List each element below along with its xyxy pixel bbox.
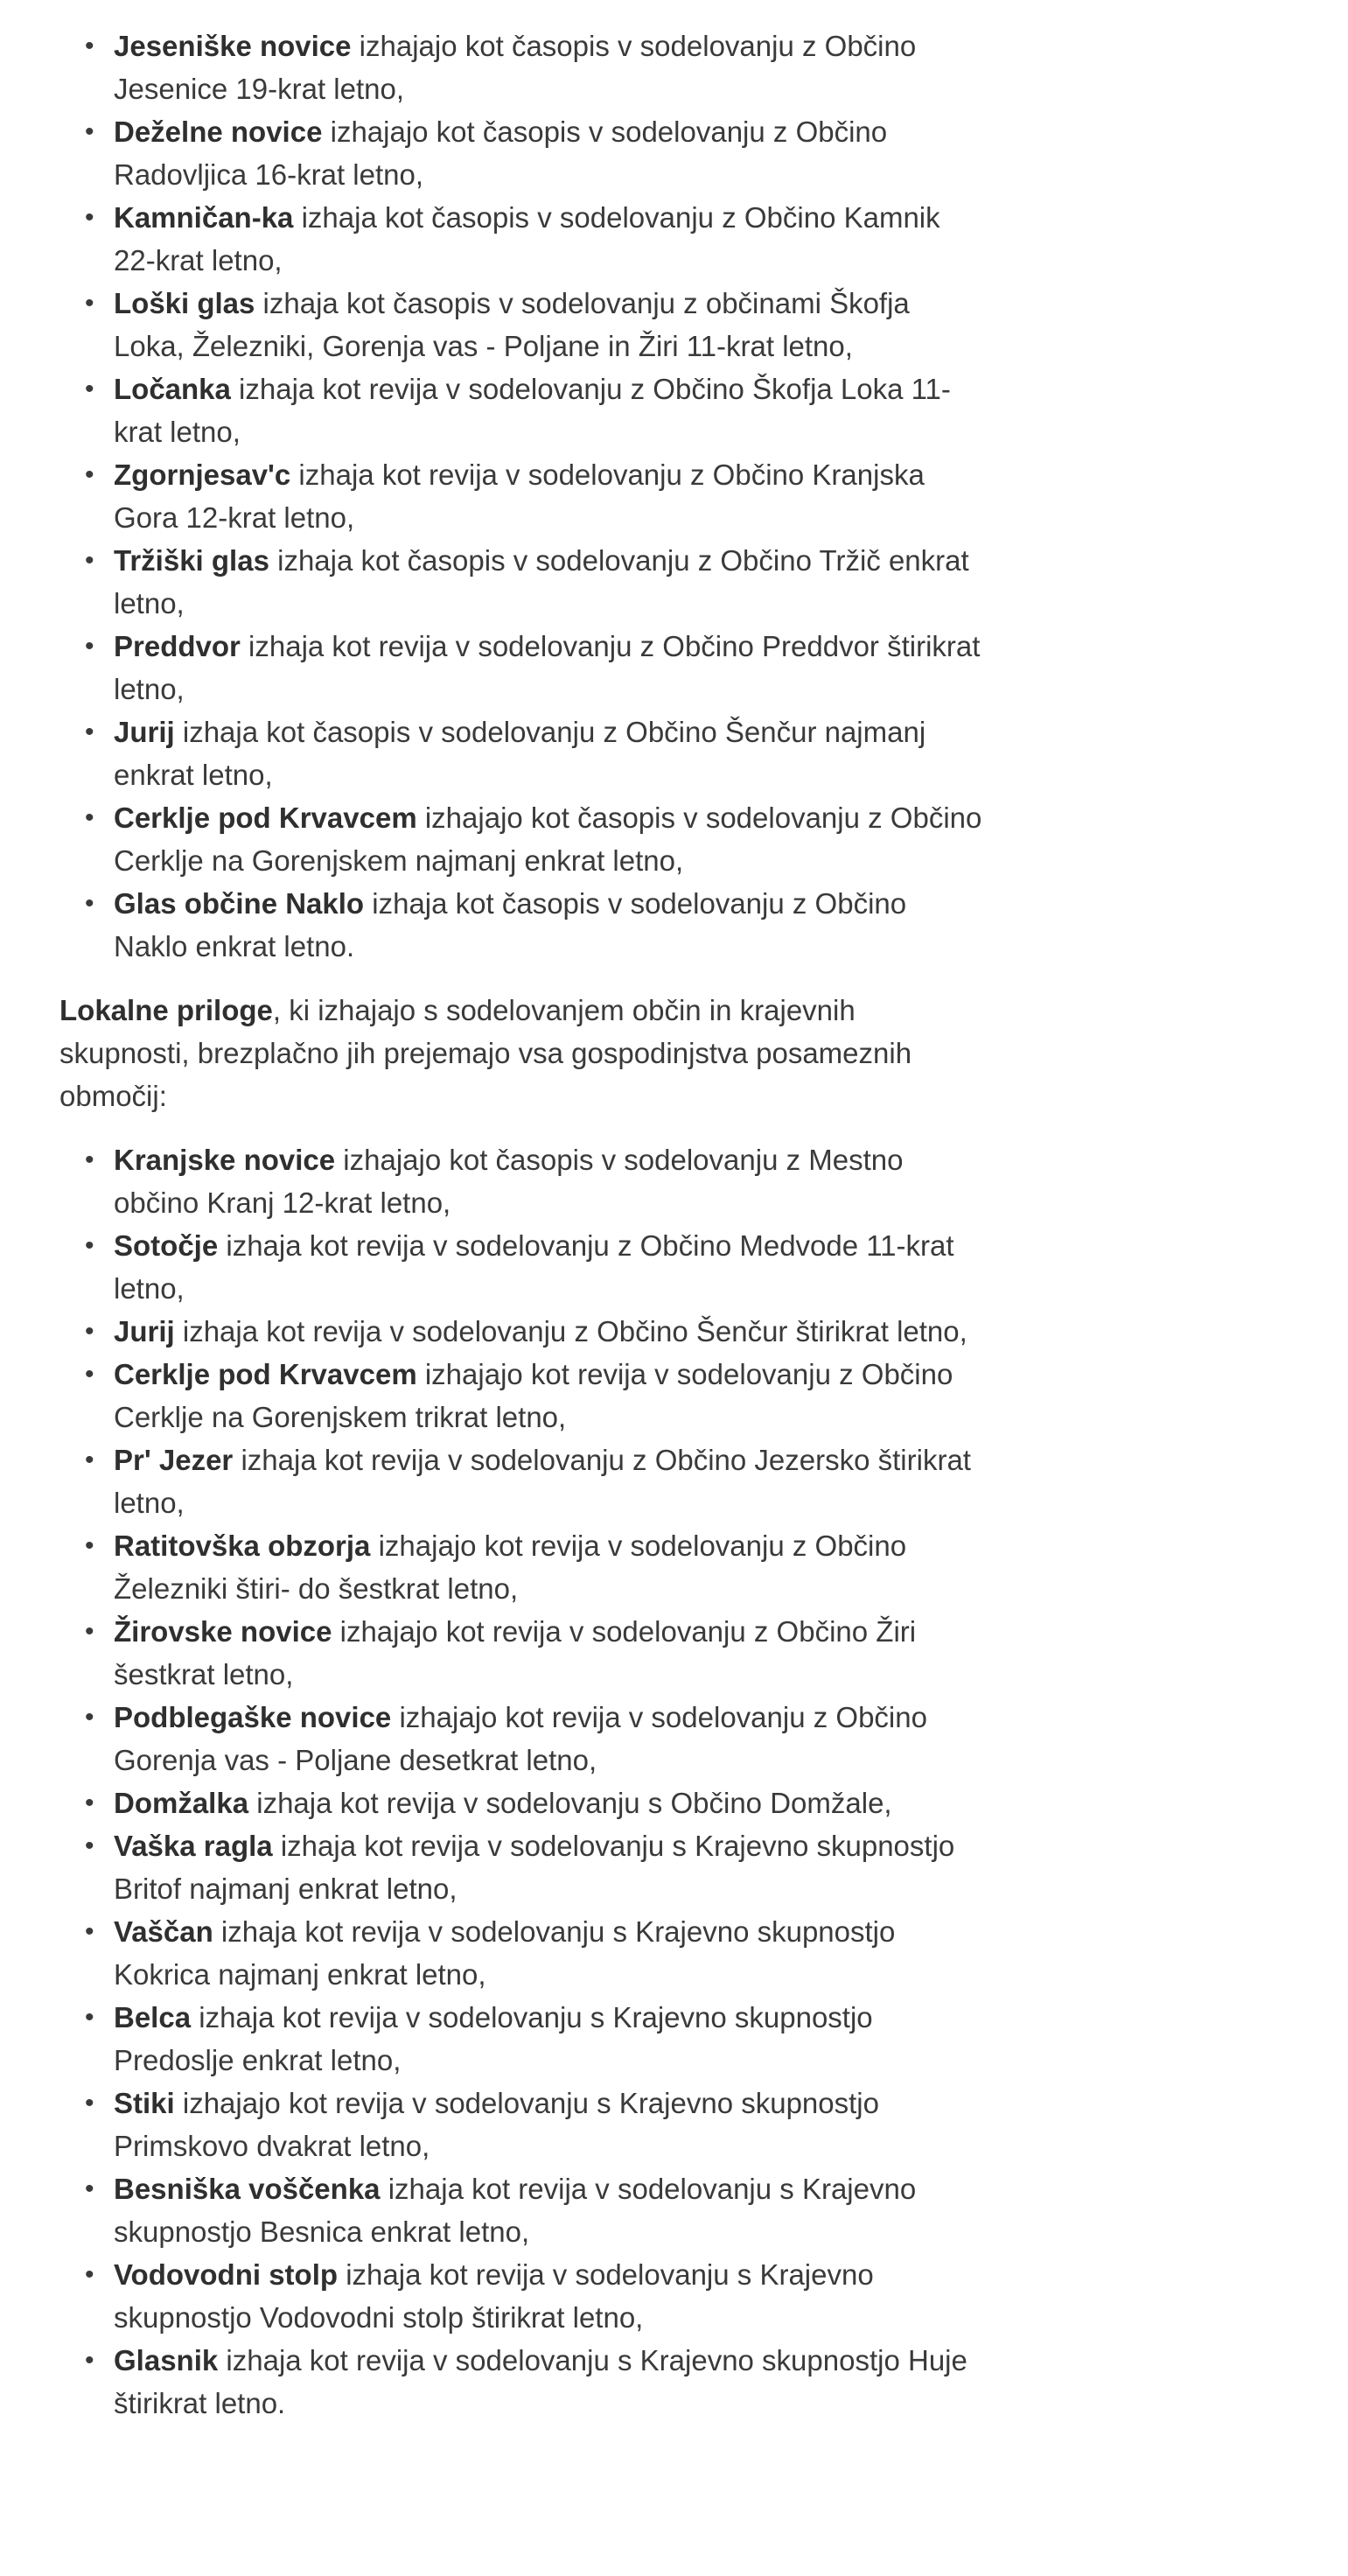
- publication-name: Jurij: [114, 716, 175, 748]
- bullet-icon: •: [85, 632, 94, 661]
- bullet-icon: •: [85, 2346, 94, 2375]
- list-item: [85, 2253, 987, 2339]
- publication-name: Tržiški glas: [114, 544, 269, 577]
- publication-name: Ločanka: [114, 373, 231, 405]
- list-item: [85, 1996, 987, 2082]
- publication-description: izhaja kot revija v sodelovanju s Krajevno skupnostjo Britof najmanj enkrat letno,: [114, 1830, 955, 1905]
- bullet-icon: •: [85, 1617, 94, 1646]
- publication-description: izhaja kot revija v sodelovanju s Krajevno skupnostjo Predoslje enkrat letno,: [114, 2001, 873, 2076]
- publication-description: izhaja kot revija v sodelovanju z Občino Kranjska Gora 12-krat letno,: [114, 458, 925, 534]
- publication-name: Podblegaške novice: [114, 1701, 392, 1733]
- article-content: [59, 24, 987, 2425]
- publication-description: izhaja kot časopis v sodelovanju z Občino Kamnik 22-krat letno,: [114, 201, 940, 276]
- publication-description: izhaja kot revija v sodelovanju s Krajevno skupnostjo Vodovodni stolp štirikrat letno,: [114, 2258, 874, 2334]
- publication-description: izhaja kot revija v sodelovanju z Občino Preddvor štirikrat letno,: [114, 630, 981, 705]
- bullet-icon: •: [85, 889, 94, 918]
- publication-description: izhajajo kot revija v sodelovanju z Občino Gorenja vas - Poljane desetkrat letno,: [114, 1701, 927, 1776]
- local-supplements-list: [59, 1138, 987, 2425]
- publication-description: izhajajo kot časopis v sodelovanju z Občino Cerklje na Gorenjskem najmanj enkrat letno,: [114, 802, 982, 877]
- publication-description: izhaja kot časopis v sodelovanju z občinami Škofja Loka, Železniki, Gorenja vas - Poljane in Žiri 11-krat letno,: [114, 287, 910, 362]
- bullet-icon: •: [85, 2003, 94, 2032]
- bullet-icon: •: [85, 1831, 94, 1860]
- publication-name: Glas občine Naklo: [114, 887, 365, 920]
- bullet-icon: •: [85, 1360, 94, 1389]
- publication-name: Vaška ragla: [114, 1830, 273, 1862]
- bullet-icon: •: [85, 1231, 94, 1260]
- bullet-icon: •: [85, 374, 94, 403]
- publication-name: Preddvor: [114, 630, 241, 662]
- publication-name: Zgornjesav'c: [114, 458, 291, 491]
- bullet-icon: •: [85, 117, 94, 146]
- publication-name: Belca: [114, 2001, 192, 2034]
- publication-description: izhaja kot revija v sodelovanju s Krajevno skupnostjo Besnica enkrat letno,: [114, 2173, 917, 2248]
- bullet-icon: •: [85, 1917, 94, 1946]
- list-item: [85, 196, 987, 282]
- intro-bold: Lokalne priloge: [59, 994, 273, 1026]
- intro-text: , ki izhajajo s sodelovanjem občin in krajevnih skupnosti, brezplačno jih prejemajo vsa gospodinjstva posameznih območij:: [59, 994, 912, 1112]
- bullet-icon: •: [85, 1788, 94, 1817]
- publication-description: izhaja kot časopis v sodelovanju z Občino Šenčur najmanj enkrat letno,: [114, 716, 926, 791]
- bullet-icon: •: [85, 803, 94, 832]
- publication-name: Žirovske novice: [114, 1615, 332, 1648]
- list-item: [85, 1138, 987, 1224]
- publication-description: izhajajo kot časopis v sodelovanju z Občino Radovljica 16-krat letno,: [114, 116, 888, 191]
- bullet-icon: •: [85, 460, 94, 489]
- list-item: [85, 882, 987, 968]
- list-item: [85, 1310, 987, 1353]
- publication-name: Ratitovška obzorja: [114, 1530, 371, 1562]
- publication-description: izhajajo kot revija v sodelovanju z Občino Žiri šestkrat letno,: [114, 1615, 917, 1690]
- publication-description: izhajajo kot časopis v sodelovanju z Občino Jesenice 19-krat letno,: [114, 30, 917, 105]
- list-item: [85, 453, 987, 539]
- list-item: [85, 1524, 987, 1610]
- bullet-icon: •: [85, 1703, 94, 1732]
- list-item: [85, 1910, 987, 1996]
- publication-name: Kranjske novice: [114, 1144, 336, 1176]
- publication-description: izhajajo kot časopis v sodelovanju z Mestno občino Kranj 12-krat letno,: [114, 1144, 904, 1219]
- bullet-icon: •: [85, 546, 94, 575]
- publication-name: Vodovodni stolp: [114, 2258, 339, 2291]
- bullet-icon: •: [85, 718, 94, 746]
- list-item: [85, 110, 987, 196]
- publication-name: Jeseniške novice: [114, 30, 352, 62]
- list-item: [85, 1224, 987, 1310]
- publication-name: Glasnik: [114, 2344, 219, 2376]
- local-supplements-intro: [59, 989, 987, 1117]
- list-item: [85, 2339, 987, 2425]
- list-item: [85, 625, 987, 710]
- publication-name: Domžalka: [114, 1787, 249, 1819]
- bullet-icon: •: [85, 1446, 94, 1474]
- bullet-icon: •: [85, 203, 94, 232]
- list-item: [85, 1610, 987, 1696]
- publication-name: Deželne novice: [114, 116, 323, 148]
- list-item: [85, 1353, 987, 1438]
- list-item: [85, 1782, 987, 1824]
- municipal-publications-list: [59, 24, 987, 968]
- bullet-icon: •: [85, 289, 94, 318]
- publication-description: izhaja kot časopis v sodelovanju z Občino Naklo enkrat letno.: [114, 887, 907, 962]
- publication-name: Stiki: [114, 2087, 175, 2119]
- list-item: [85, 1824, 987, 1910]
- publication-name: Vaščan: [114, 1915, 213, 1948]
- list-item: [85, 2167, 987, 2253]
- bullet-icon: •: [85, 2089, 94, 2118]
- publication-name: Kamničan-ka: [114, 201, 294, 234]
- publication-name: Pr' Jezer: [114, 1444, 234, 1476]
- list-item: [85, 368, 987, 453]
- list-item: [85, 796, 987, 882]
- bullet-icon: •: [85, 2260, 94, 2289]
- list-item: [85, 2082, 987, 2167]
- publication-name: Cerklje pod Krvavcem: [114, 1358, 417, 1390]
- bullet-icon: •: [85, 1317, 94, 1346]
- publication-name: Loški glas: [114, 287, 255, 319]
- bullet-icon: •: [85, 32, 94, 60]
- publication-description: izhaja kot revija v sodelovanju z Občino Jezersko štirikrat letno,: [114, 1444, 971, 1519]
- list-item: [85, 282, 987, 368]
- bullet-icon: •: [85, 2174, 94, 2203]
- publication-description: izhaja kot revija v sodelovanju z Občino Škofja Loka 11-krat letno,: [114, 373, 951, 448]
- publication-description: izhaja kot revija v sodelovanju s Krajevno skupnostjo Huje štirikrat letno.: [114, 2344, 967, 2419]
- publication-description: izhaja kot revija v sodelovanju s Občino Domžale,: [248, 1787, 892, 1819]
- publication-name: Cerklje pod Krvavcem: [114, 802, 417, 834]
- list-item: [85, 539, 987, 625]
- publication-name: Besniška voščenka: [114, 2173, 381, 2205]
- bullet-icon: •: [85, 1531, 94, 1560]
- publication-name: Sotočje: [114, 1229, 219, 1262]
- publication-name: Jurij: [114, 1315, 175, 1348]
- publication-description: izhaja kot revija v sodelovanju s Krajevno skupnostjo Kokrica najmanj enkrat letno,: [114, 1915, 896, 1991]
- publication-description: izhaja kot časopis v sodelovanju z Občino Tržič enkrat letno,: [114, 544, 969, 620]
- publication-description: izhajajo kot revija v sodelovanju z Občino Železniki štiri- do šestkrat letno,: [114, 1530, 907, 1605]
- bullet-icon: •: [85, 1145, 94, 1174]
- publication-description: izhajajo kot revija v sodelovanju s Krajevno skupnostjo Primskovo dvakrat letno,: [114, 2087, 879, 2162]
- publication-description: izhaja kot revija v sodelovanju z Občino Šenčur štirikrat letno,: [174, 1315, 967, 1348]
- list-item: [85, 710, 987, 796]
- publication-description: izhajajo kot revija v sodelovanju z Občino Cerklje na Gorenjskem trikrat letno,: [114, 1358, 953, 1433]
- publication-description: izhaja kot revija v sodelovanju z Občino Medvode 11-krat letno,: [114, 1229, 954, 1305]
- list-item: [85, 24, 987, 110]
- list-item: [85, 1696, 987, 1782]
- list-item: [85, 1438, 987, 1524]
